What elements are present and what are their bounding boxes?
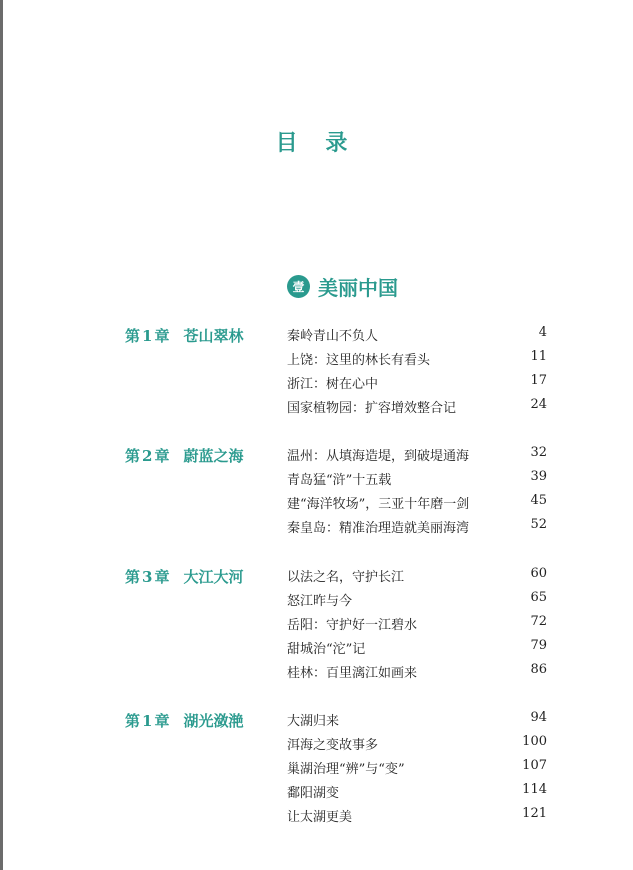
toc-entry[interactable]: [287, 469, 547, 493]
chapter-suffix: 章: [154, 712, 170, 730]
entry-title: 秦岭青山不负人: [287, 329, 379, 344]
entry-title: 浙江：树在心中: [287, 377, 379, 392]
entry-title: 上饶：这里的林长有看头: [287, 353, 431, 368]
entry-title: 温州：从填海造堤，到破堤通海: [287, 449, 470, 464]
toc-entry[interactable]: [287, 566, 547, 590]
entry-title: 秦皇岛：精准治理造就美丽海湾: [287, 521, 470, 536]
entry-page-number: 79: [530, 638, 547, 653]
entry-page-number: 17: [530, 373, 547, 388]
toc-entry[interactable]: [287, 445, 547, 469]
toc-entry[interactable]: [287, 493, 547, 517]
entry-title: 让太湖更美: [287, 810, 353, 825]
entry-page-number: 100: [522, 734, 547, 749]
toc-entry[interactable]: [287, 782, 547, 806]
entry-page-number: 65: [530, 590, 547, 605]
entry-title: 青岛猛“浒”十五载: [287, 473, 392, 488]
part-header: [287, 272, 398, 301]
entry-page-number: 11: [530, 349, 547, 364]
toc-entry[interactable]: [287, 590, 547, 614]
toc-entry[interactable]: [287, 614, 547, 638]
chapter-label: [125, 710, 243, 731]
toc-entry[interactable]: [287, 734, 547, 758]
chapter-suffix: 章: [154, 327, 170, 345]
toc-entry[interactable]: [287, 710, 547, 734]
entry-title: 甜城治“沱”记: [287, 642, 366, 657]
entry-page-number: 52: [530, 517, 547, 532]
chapter-suffix: 章: [154, 568, 170, 586]
toc-title: 目 录: [275, 130, 358, 156]
part-number-badge: 壹: [287, 275, 310, 298]
chapter-name: 苍山翠林: [183, 327, 244, 345]
chapter-prefix: 第: [125, 568, 141, 586]
chapter-number: 3: [142, 568, 153, 586]
toc-entry[interactable]: [287, 325, 547, 349]
entry-page-number: 4: [538, 325, 547, 340]
entry-page-number: 24: [530, 397, 547, 412]
chapter-label: [125, 325, 243, 346]
entry-page-number: 39: [530, 469, 547, 484]
chapter-label: [125, 566, 243, 587]
chapter-prefix: 第: [125, 447, 141, 465]
chapter-suffix: 章: [154, 447, 170, 465]
chapter-name: 蔚蓝之海: [183, 447, 244, 465]
entry-page-number: 45: [530, 493, 547, 508]
toc-entry[interactable]: [287, 758, 547, 782]
toc-entry[interactable]: [287, 662, 547, 686]
entry-page-number: 121: [522, 806, 547, 821]
entry-title: 大湖归来: [287, 714, 340, 729]
entry-title: 巢湖治理“辨”与“变”: [287, 762, 405, 777]
entry-page-number: 60: [530, 566, 547, 581]
entry-page-number: 32: [530, 445, 547, 460]
entry-title: 国家植物园：扩容增效整合记: [287, 401, 457, 416]
entry-page-number: 107: [522, 758, 547, 773]
chapter-label: [125, 445, 243, 466]
entry-page-number: 86: [530, 662, 547, 677]
entry-page-number: 114: [522, 782, 547, 797]
chapter-prefix: 第: [125, 327, 141, 345]
chapter-name: 大江大河: [183, 568, 244, 586]
entry-page-number: 94: [530, 710, 547, 725]
toc-entry[interactable]: [287, 397, 547, 421]
chapter-prefix: 第: [125, 712, 141, 730]
chapter-number: 1: [142, 327, 153, 345]
chapter-name: 湖光潋滟: [183, 712, 244, 730]
entry-title: 建“海洋牧场”，三亚十年磨一剑: [287, 497, 470, 512]
part-title: 美丽中国: [318, 276, 398, 300]
toc-entry[interactable]: [287, 349, 547, 373]
toc-entry[interactable]: [287, 806, 547, 830]
entry-title: 鄱阳湖变: [287, 786, 340, 801]
toc-entry[interactable]: [287, 517, 547, 541]
chapter-number: 1: [142, 712, 153, 730]
toc-entry[interactable]: [287, 638, 547, 662]
entry-title: 桂林：百里漓江如画来: [287, 666, 418, 681]
entry-title: 以法之名，守护长江: [287, 570, 405, 585]
entry-page-number: 72: [530, 614, 547, 629]
toc-entry[interactable]: [287, 373, 547, 397]
entry-title: 岳阳：守护好一江碧水: [287, 618, 418, 633]
entry-title: 洱海之变故事多: [287, 738, 379, 753]
chapter-number: 2: [142, 447, 153, 465]
entry-title: 怒江昨与今: [287, 594, 353, 609]
